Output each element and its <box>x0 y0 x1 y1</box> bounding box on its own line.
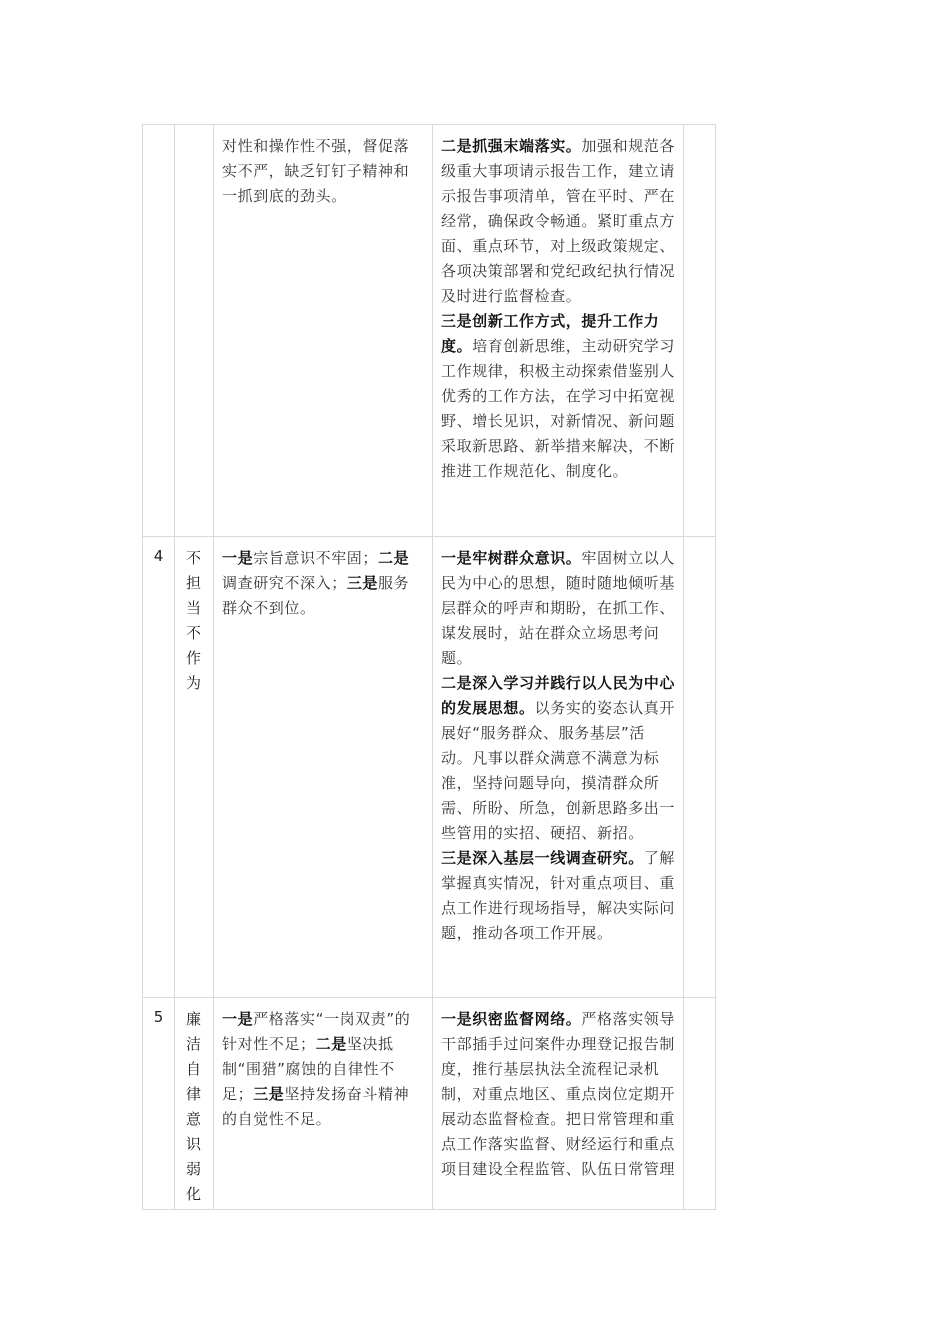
category-text: 不担当不作为 <box>186 549 202 692</box>
problem-cell <box>214 125 433 537</box>
problem-paragraph: 一是宗旨意识不牢固；二是调查研究不深入；三是服务群众不到位。 <box>222 549 410 617</box>
remarks-cell <box>684 537 716 998</box>
measure-paragraph: 二是深入学习并践行以人民为中心的发展思想。以务实的姿态认真开展好“服务群众、服务基层”活动。凡事以群众满意不满意为标准，坚持问题导向，摸清群众所需、所盼、所急，创新思路多出一些管用的实招、硬招、新招。 <box>441 674 676 842</box>
row-number-cell: 5 <box>143 998 175 1210</box>
table-row <box>143 537 716 998</box>
category-cell <box>175 537 214 998</box>
remarks-cell <box>684 998 716 1210</box>
measures-cell <box>433 998 684 1210</box>
category-text: 廉洁自律意识弱化 <box>186 1010 202 1203</box>
category-cell <box>175 998 214 1210</box>
measure-paragraph: 一是织密监督网络。严格落实领导干部插手过问案件办理登记报告制度，推行基层执法全流程记录机制，对重点地区、重点岗位定期开展动态监督检查。把日常管理和重点工作落实监督、财经运行和重点项目建设全程监管、队伍日常管理 <box>441 1010 676 1178</box>
row-number-cell <box>143 125 175 537</box>
problem-paragraph: 对性和操作性不强，督促落实不严，缺乏钉钉子精神和一抓到底的劲头。 <box>222 137 410 205</box>
measure-paragraph: 二是抓强末端落实。加强和规范各级重大事项请示报告工作，建立请示报告事项清单，管在平时、严在经常，确保政令畅通。紧盯重点方面、重点环节，对上级政策规定、各项决策部署和党纪政纪执行情况及时进行监督检查。 <box>441 137 676 305</box>
measure-paragraph: 一是牢树群众意识。牢固树立以人民为中心的思想，随时随地倾听基层群众的呼声和期盼，在抓工作、谋发展时，站在群众立场思考问题。 <box>441 549 676 667</box>
row-number-cell: 4 <box>143 537 175 998</box>
category-cell <box>175 125 214 537</box>
measures-cell <box>433 125 684 537</box>
problem-paragraph: 一是严格落实“一岗双责”的针对性不足；二是坚决抵制“围猎”腐蚀的自律性不足；三是坚持发扬奋斗精神的自觉性不足。 <box>222 1010 411 1128</box>
remarks-cell <box>684 125 716 537</box>
table-row <box>143 125 716 537</box>
rectification-table <box>142 124 716 1210</box>
measure-paragraph: 三是创新工作方式，提升工作力度。培育创新思维，主动研究学习工作规律，积极主动探索借鉴别人优秀的工作方法，在学习中拓宽视野、增长见识，对新情况、新问题采取新思路、新举措来解决，不断推进工作规范化、制度化。 <box>441 312 676 480</box>
problem-cell <box>214 537 433 998</box>
table-row <box>143 998 716 1210</box>
measures-cell <box>433 537 684 998</box>
measure-paragraph: 三是深入基层一线调查研究。了解掌握真实情况，针对重点项目、重点工作进行现场指导，解决实际问题，推动各项工作开展。 <box>441 849 676 942</box>
problem-cell <box>214 998 433 1210</box>
